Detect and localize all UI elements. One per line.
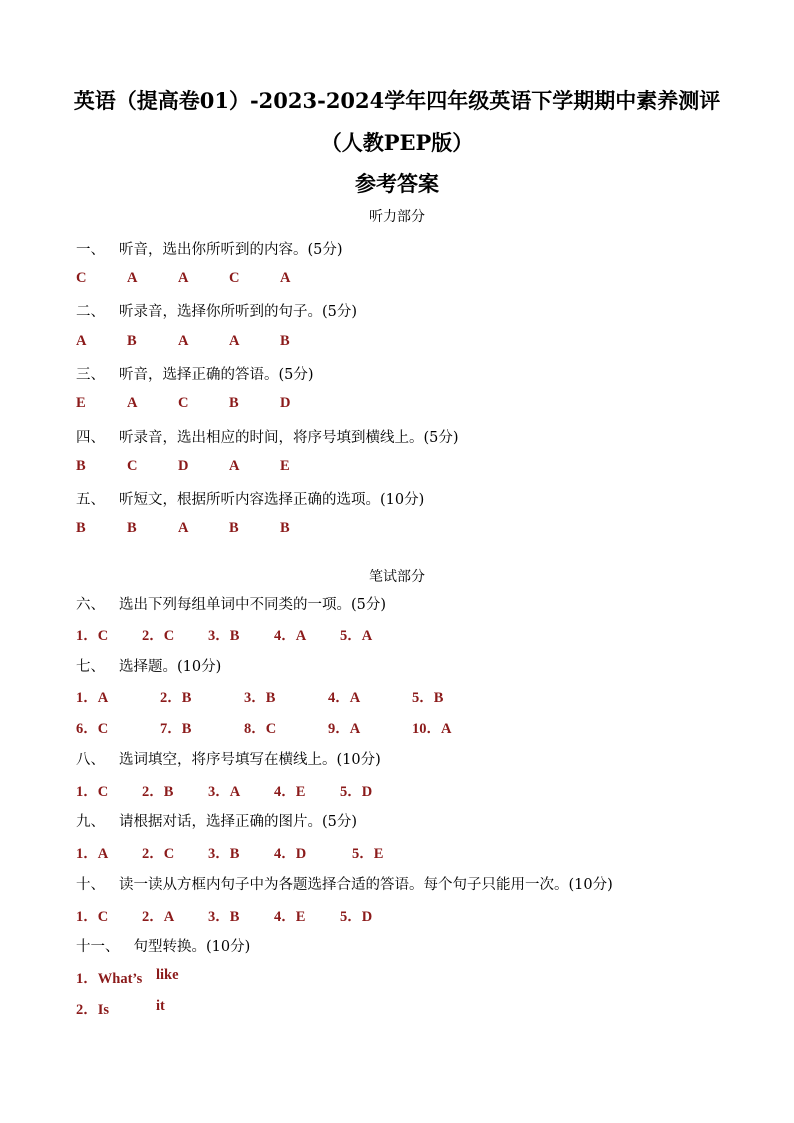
question-prompt: [76, 810, 357, 831]
answer-item: B: [127, 520, 137, 536]
answer-item: 2．B: [142, 784, 174, 800]
question-number: 八、: [76, 752, 105, 768]
question-prompt: [76, 748, 381, 769]
question-text: 听录音，选出相应的时间，将序号填到横线上。(5分): [119, 430, 459, 446]
answer-item: A: [229, 333, 240, 349]
answer-item: 5．B: [412, 690, 444, 706]
question-number: 十一、: [76, 939, 120, 955]
question-text: 选择题。(10分): [119, 659, 222, 675]
question-text: 听录音，选择你所听到的句子。(5分): [119, 304, 358, 320]
answer-item: 2．C: [142, 846, 175, 862]
answer-item: 2．A: [142, 909, 175, 925]
answer-item: A: [178, 333, 189, 349]
answer-item: A: [76, 333, 87, 349]
question-text: 听音，选出你所听到的内容。(5分): [119, 242, 343, 258]
answer-item: 7．B: [160, 721, 192, 737]
question-prompt: [76, 655, 221, 676]
answer-item: 9．A: [328, 721, 361, 737]
question-number: 十、: [76, 877, 105, 893]
answer-item: 4．E: [274, 909, 306, 925]
answer-item: C: [76, 270, 87, 286]
answer-item: A: [127, 270, 138, 286]
question-prompt: [76, 935, 250, 956]
answer-item: B: [280, 520, 290, 536]
answer-item: 1．A: [76, 846, 109, 862]
answer-item: A: [178, 270, 189, 286]
listening-part-heading: 听力部分: [369, 209, 425, 225]
answer-item: B: [76, 458, 86, 474]
question-prompt: [76, 300, 357, 321]
question-text: 请根据对话，选择正确的图片。(5分): [119, 814, 358, 830]
writing-part-heading: 笔试部分: [369, 569, 425, 585]
answer-item: B: [127, 333, 137, 349]
answer-item: B: [229, 395, 239, 411]
question-number: 六、: [76, 597, 105, 613]
answer-item: D: [280, 395, 291, 411]
question-text: 读一读从方框内句子中为各题选择合适的答语。每个句子只能用一次。(10分): [119, 877, 613, 893]
question-prompt: [76, 488, 424, 509]
answer-item: 3．B: [208, 909, 240, 925]
question-number: 三、: [76, 367, 105, 383]
question-prompt: [76, 426, 459, 447]
question-number: 七、: [76, 659, 105, 675]
answer-item: 4．D: [274, 846, 307, 862]
answer-item: B: [76, 520, 86, 536]
question-text: 听音，选择正确的答语。(5分): [119, 367, 314, 383]
answer-item: like: [156, 967, 179, 983]
document-edition: （人教PEP版）: [320, 130, 474, 155]
question-prompt: [76, 363, 314, 384]
question-text: 选词填空，将序号填写在横线上。(10分): [119, 752, 381, 768]
answer-item: 2．C: [142, 628, 175, 644]
answer-item: 5．D: [340, 784, 373, 800]
answer-item: 3．B: [208, 628, 240, 644]
answer-item: B: [280, 333, 290, 349]
answer-item: 5．D: [340, 909, 373, 925]
question-number: 五、: [76, 492, 105, 508]
answer-item: 5．E: [352, 846, 384, 862]
answer-item: E: [280, 458, 290, 474]
answer-item: 8．C: [244, 721, 277, 737]
question-number: 九、: [76, 814, 105, 830]
answer-item: 2．B: [160, 690, 192, 706]
question-prompt: [76, 873, 613, 894]
question-prompt: [76, 238, 343, 259]
answer-item: 1．A: [76, 690, 109, 706]
answer-item: 4．E: [274, 784, 306, 800]
answer-item: 3．B: [244, 690, 276, 706]
answer-item: 10．A: [412, 721, 452, 737]
answer-item: C: [229, 270, 240, 286]
answer-item: 3．A: [208, 784, 241, 800]
answer-item: A: [280, 270, 291, 286]
answer-item: it: [156, 998, 165, 1014]
answer-item: 4．A: [328, 690, 361, 706]
question-text: 选出下列每组单词中不同类的一项。(5分): [119, 597, 387, 613]
answer-item: 3．B: [208, 846, 240, 862]
question-text: 听短文，根据所听内容选择正确的选项。(10分): [119, 492, 425, 508]
answer-key-heading: 参考答案: [355, 171, 439, 196]
question-number: 二、: [76, 304, 105, 320]
answer-item: C: [178, 395, 189, 411]
answer-item: A: [229, 458, 240, 474]
question-number: 一、: [76, 242, 105, 258]
answer-item: 1．C: [76, 909, 109, 925]
answer-item: 6．C: [76, 721, 109, 737]
answer-item: C: [127, 458, 138, 474]
question-text: 句型转换。(10分): [133, 939, 251, 955]
answer-item: 1．C: [76, 628, 109, 644]
answer-item: 1．What’s: [76, 971, 143, 987]
answer-item: 2．Is: [76, 1002, 110, 1018]
document-title: 英语（提高卷01）-2023-2024学年四年级英语下学期期中素养测评: [73, 88, 721, 113]
answer-item: 4．A: [274, 628, 307, 644]
answer-item: A: [178, 520, 189, 536]
answer-item: A: [127, 395, 138, 411]
answer-item: E: [76, 395, 86, 411]
answer-item: B: [229, 520, 239, 536]
question-number: 四、: [76, 430, 105, 446]
question-prompt: [76, 593, 386, 614]
answer-item: D: [178, 458, 189, 474]
answer-item: 1．C: [76, 784, 109, 800]
answer-item: 5．A: [340, 628, 373, 644]
